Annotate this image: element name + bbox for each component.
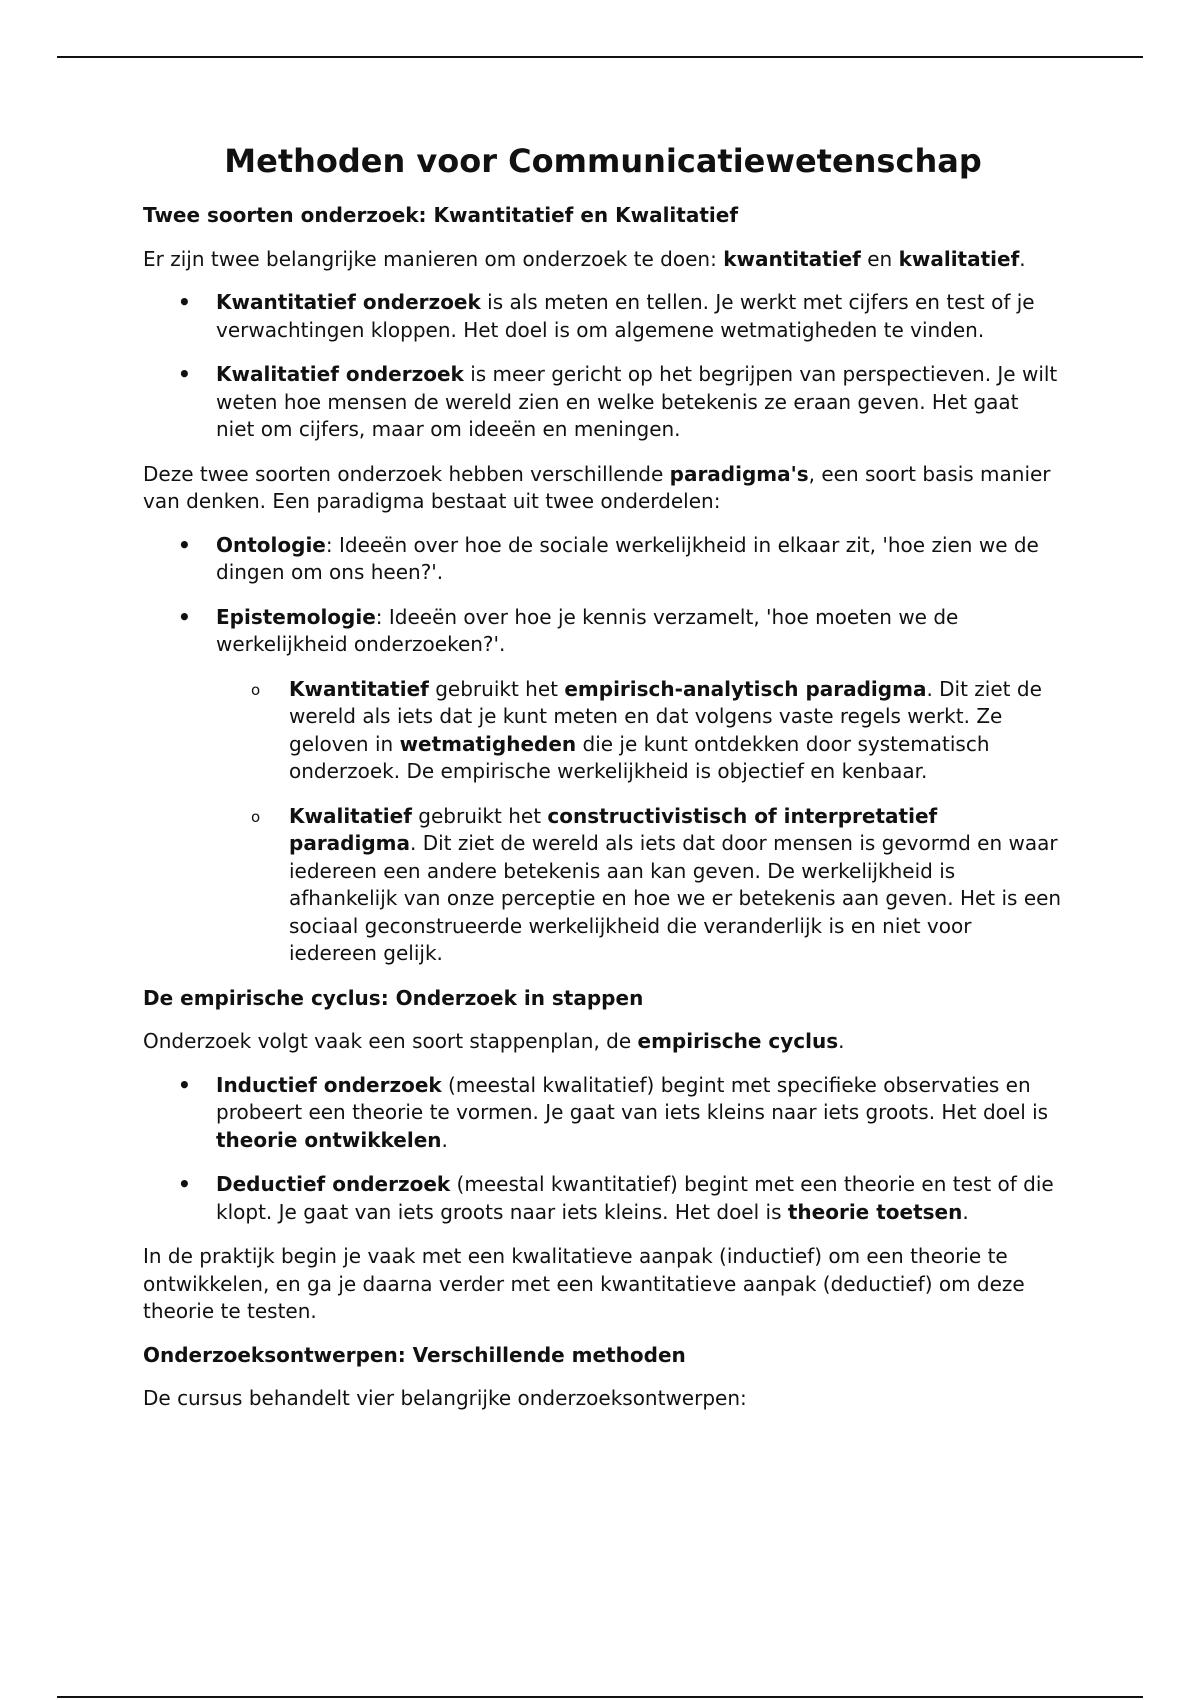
top-rule [57,56,1143,58]
praktijk-paragraph: In de praktijk begin je vaak met een kwalitatieve aanpak (inductief) om een theorie te ontwikkelen, en ga je daarna verder met een kwantitatieve aanpak (deductief) om deze theorie te testen. [143,1244,1025,1323]
list-item-deductief: • Deductief onderzoek (meestal kwantitatief) begint met een theorie en test of die klopt. Je gaat van iets groots naar iets kleins. Het doel is theorie toetsen. [143,1171,1063,1226]
sublist-item-kwantitatief: o Kwantitatief gebruikt het empirisch-analytisch paradigma. Dit ziet de wereld als iets dat je kunt meten en dat volgens vaste regels werkt. Ze geloven in wetmatigheden die je kunt ontdekken door systematisch onderzoek. De empirische werkelijkheid is objectief en kenbaar. [216,676,1063,786]
paradigma-list [143,532,1063,968]
document-body [143,138,1063,1429]
paradigma-paragraph: Deze twee soorten onderzoek hebben verschillende paradigma's, een soort basis manier van denken. Een paradigma bestaat uit twee onderdelen: [143,461,1051,513]
ontwerpen-intro-paragraph: De cursus behandelt vier belangrijke onderzoeksontwerpen: [143,1386,747,1410]
intro-paragraph: Er zijn twee belangrijke manieren om onderzoek te doen: kwantitatief en kwalitatief. [143,246,1026,271]
section-heading-onderzoeksontwerpen: Onderzoeksontwerpen: Verschillende methoden [143,1342,686,1367]
cyclus-intro-paragraph: Onderzoek volgt vaak een soort stappenplan, de empirische cyclus. [143,1029,845,1053]
bottom-rule [57,1696,1143,1698]
sublist-item-kwalitatief: o Kwalitatief gebruikt het constructivistisch of interpretatief paradigma. Dit ziet de wereld als iets dat door mensen is gevormd en waar iedereen een andere betekenis aan kan geven. De werkelijkheid is afhankelijk van onze perceptie en hoe we er betekenis aan geven. Het is een sociaal geconstrueerde werkelijkheid die veranderlijk is en niet voor iedereen gelijk. [216,803,1063,968]
paradigma-sublist [216,676,1063,968]
document-title: Methoden voor Communicatiewetenschap [224,142,982,180]
list-item-kwantitatief: • Kwantitatief onderzoek is als meten en tellen. Je werkt met cijfers en test of je verwachtingen kloppen. Het doel is om algemene wetmatigheden te vinden. [143,289,1063,344]
list-item-kwalitatief: • Kwalitatief onderzoek is meer gericht op het begrijpen van perspectieven. Je wilt weten hoe mensen de wereld zien en welke betekenis ze eraan geven. Het gaat niet om cijfers, maar om ideeën en meningen. [143,361,1063,444]
section-heading-onderzoek-soorten: Twee soorten onderzoek: Kwantitatief en Kwalitatief [143,203,739,227]
list-item-ontologie: • Ontologie: Ideeën over hoe de sociale werkelijkheid in elkaar zit, 'hoe zien we de dingen om ons heen?'. [143,532,1063,587]
onderzoek-types-list [143,289,1063,444]
list-item-epistemologie: • Epistemologie: Ideeën over hoe je kennis verzamelt, 'hoe moeten we de werkelijkheid onderzoeken?'. o Kwantitatief gebruikt het empirisch-analytisch paradigma. Dit ziet de wereld als iets dat je kunt meten en dat volgens vaste regels werkt. Ze geloven in wetmatigheden die je kunt ontdekken door systematisch onderzoek. De empirische werkelijkheid is objectief en kenbaar. o Kwalitatief gebruikt het constructivistisch of interpretatief paradigma. Dit ziet de wereld als iets dat door mensen is gevormd en waar iedereen een andere betekenis aan kan geven. De werkelijkheid is afhankelijk van onze perceptie en hoe we er betekenis aan geven. Het is een sociaal geconstrueerde werkelijkheid die veranderlijk is en niet voor iedereen gelijk. [143,604,1063,968]
section-heading-empirische-cyclus: De empirische cyclus: Onderzoek in stappen [143,985,644,1010]
cyclus-list [143,1072,1063,1227]
list-item-inductief: • Inductief onderzoek (meestal kwalitatief) begint met specifieke observaties en probeert een theorie te vormen. Je gaat van iets kleins naar iets groots. Het doel is theorie ontwikkelen. [143,1072,1063,1155]
